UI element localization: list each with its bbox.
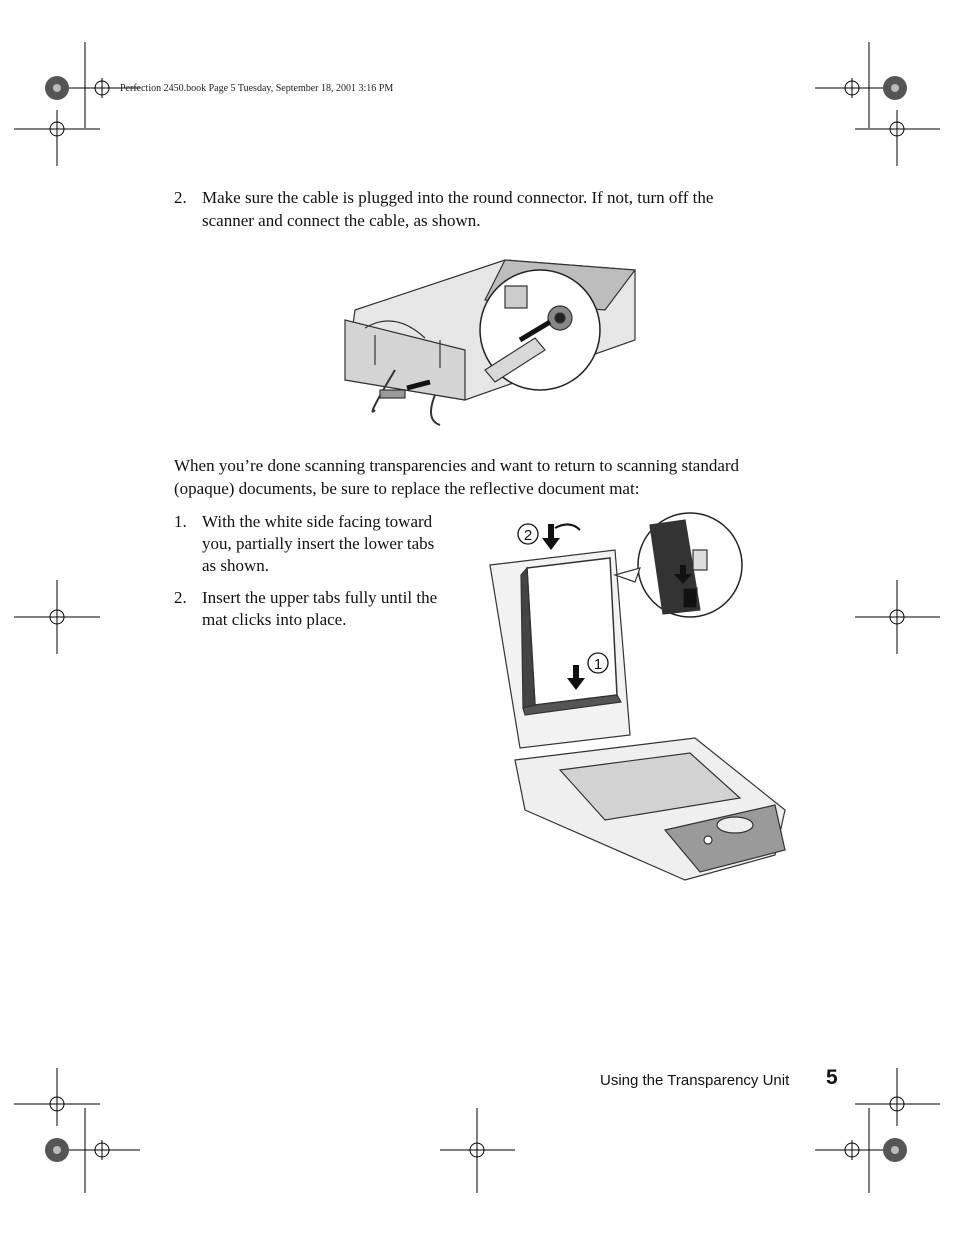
callout-number-2: 2	[523, 527, 533, 544]
callout-number-1: 1	[593, 656, 603, 673]
footer-section-title: Using the Transparency Unit	[600, 1072, 790, 1089]
step-text-line: With the white side facing toward	[202, 512, 433, 531]
step-text-line: as shown.	[202, 556, 270, 575]
cable-connection-illustration	[335, 250, 635, 430]
page-number: 5	[826, 1066, 838, 1089]
step-text-line: mat clicks into place.	[202, 610, 347, 629]
step-text-line: you, partially insert the lower tabs	[202, 534, 435, 553]
step-text-line: Make sure the cable is plugged into the round connector. If not, turn off the	[202, 188, 714, 207]
step-text-line: Insert the upper tabs fully until the	[202, 588, 438, 607]
intro-line: When you’re done scanning transparencies and want to return to scanning standard	[174, 456, 740, 475]
print-slug: Perfection 2450.book Page 5 Tuesday, September 18, 2001 3:16 PM	[120, 83, 394, 94]
intro-line: (opaque) documents, be sure to replace the reflective document mat:	[174, 479, 640, 498]
step-number: 2.	[174, 588, 187, 607]
step-text-line: scanner and connect the cable, as shown.	[202, 211, 481, 230]
step-number: 2.	[174, 188, 187, 207]
step-number: 1.	[174, 512, 187, 531]
document-mat-illustration	[485, 510, 805, 890]
